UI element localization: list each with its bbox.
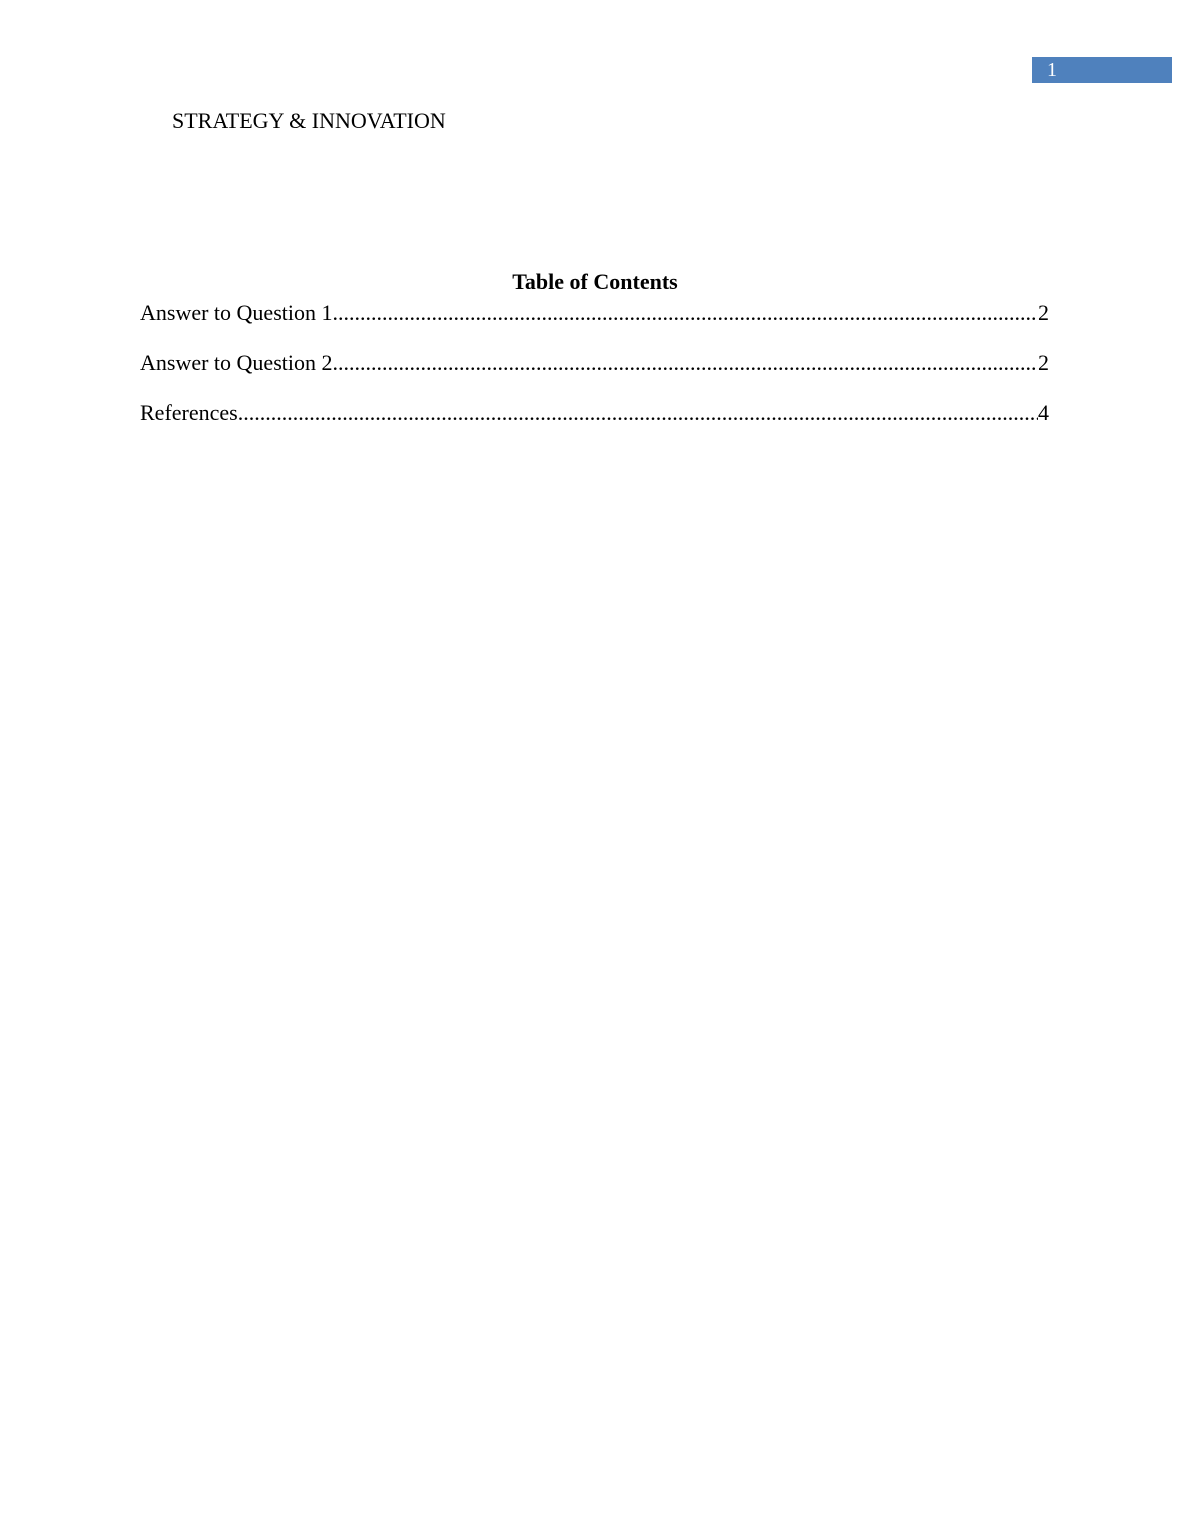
toc-dot-leader — [332, 299, 1038, 327]
toc-dot-leader — [238, 399, 1038, 427]
toc-entry-label: References — [140, 400, 238, 425]
toc-entry-label: Answer to Question 2 — [140, 350, 333, 375]
toc-entry-label: Answer to Question 1 — [140, 300, 333, 325]
toc-entry-page: 2 — [1038, 300, 1049, 325]
toc-entry-answer-2[interactable] — [140, 349, 1049, 399]
toc-entry-answer-1[interactable] — [140, 299, 1049, 349]
toc-dot-leader — [332, 349, 1038, 377]
toc-list — [140, 299, 1049, 449]
toc-entry-page: 2 — [1038, 350, 1049, 375]
running-head: STRATEGY & INNOVATION — [172, 108, 446, 133]
toc-entry-references[interactable] — [140, 399, 1049, 449]
toc-title: Table of Contents — [512, 269, 678, 294]
page-number: 1 — [1047, 59, 1057, 81]
toc-entry-page: 4 — [1038, 400, 1049, 425]
page-number-badge — [1032, 57, 1172, 83]
